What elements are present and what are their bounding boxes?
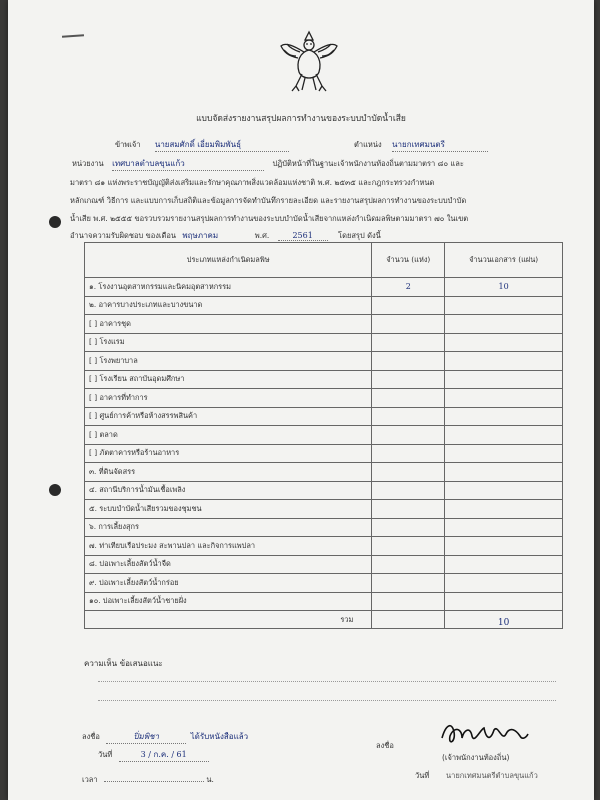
year-label: พ.ศ.	[254, 231, 270, 240]
row-source-label: ๔. สถานีบริการน้ำมันเชื้อเพลิง	[85, 481, 372, 500]
receive-date-label: วันที่	[98, 750, 113, 759]
header-source-type: ประเภทแหล่งกำเนิดมลพิษ	[85, 243, 372, 278]
table-row	[85, 352, 563, 371]
table-row	[85, 315, 563, 334]
row-count	[372, 555, 445, 574]
row-source-label: ๒. อาคารบางประเภทและบางขนาด	[85, 296, 372, 315]
total-count	[372, 611, 445, 629]
officer-signature-icon	[436, 716, 532, 752]
row-count	[372, 315, 445, 334]
time-label: เวลา	[82, 775, 98, 784]
receive-date-row	[98, 748, 209, 762]
row-docs	[445, 315, 563, 334]
table-row	[85, 463, 563, 482]
row-source-label: ๕. ระบบบำบัดน้ำเสียรวมของชุมชน	[85, 500, 372, 519]
row-count	[372, 352, 445, 371]
period-tail: โดยสรุป ดังนี้	[338, 231, 381, 240]
table-row	[85, 518, 563, 537]
period-label: อำนาจความรับผิดชอบ ของเดือน	[70, 231, 176, 240]
official-stamp: นายกเทศมนตรีตำบลขุนแก้ว	[446, 771, 538, 780]
period-row	[70, 229, 381, 243]
row-count	[372, 370, 445, 389]
row-count	[372, 407, 445, 426]
row-docs	[445, 592, 563, 611]
table-row	[85, 481, 563, 500]
row-source-label: ๖. การเลี้ยงสุกร	[85, 518, 372, 537]
row-docs	[445, 555, 563, 574]
row-count	[372, 500, 445, 519]
opinion-line-2	[98, 700, 556, 701]
row-count	[372, 444, 445, 463]
agency-value: เทศบาลตำบลขุนแก้ว	[112, 157, 264, 171]
pen-mark	[62, 34, 84, 38]
name-row	[115, 138, 289, 152]
row-docs	[445, 407, 563, 426]
receive-date-value: 3 / ก.ค. / 61	[119, 748, 209, 762]
agency-tail: ปฏิบัติหน้าที่ในฐานะเจ้าพนักงานท้องถิ่นตามมาตรา ๘๐ และ	[272, 159, 464, 168]
row-source-label: [ ] โรงพยาบาล	[85, 352, 372, 371]
receiver-sign-label: ลงชื่อ	[82, 732, 100, 741]
row-count	[372, 592, 445, 611]
form-page	[8, 0, 594, 800]
row-count: 2	[372, 278, 445, 297]
month-value: พฤษภาคม	[182, 229, 242, 243]
row-docs	[445, 463, 563, 482]
row-source-label: ๓. ที่ดินจัดสรร	[85, 463, 372, 482]
table-row	[85, 296, 563, 315]
row-source-label: [ ] ภัตตาคารหรือร้านอาหาร	[85, 444, 372, 463]
position-label: ตำแหน่ง	[354, 140, 382, 149]
name-value: นายสมศักดิ์ เอี่ยมพิมพันธุ์	[155, 138, 289, 152]
row-docs	[445, 333, 563, 352]
row-docs	[445, 389, 563, 408]
header-count: จำนวน (แห่ง)	[372, 243, 445, 278]
table-row	[85, 555, 563, 574]
agency-row	[72, 157, 464, 171]
agency-label: หน่วยงาน	[72, 159, 104, 168]
row-count	[372, 389, 445, 408]
table-row	[85, 426, 563, 445]
time-value	[104, 781, 204, 782]
garuda-emblem-icon	[278, 28, 340, 94]
row-docs	[445, 444, 563, 463]
row-count	[372, 296, 445, 315]
opinion-line-1	[98, 681, 556, 682]
law-line-3: หลักเกณฑ์ วิธีการ และแบบการเก็บสถิติและข้อมูลการจัดทำบันทึกรายละเอียด และรายงานสรุปผลการทำงานของระบบบำบัด	[70, 196, 467, 205]
table-header-row	[85, 243, 563, 278]
row-source-label: [ ] ตลาด	[85, 426, 372, 445]
table-row	[85, 389, 563, 408]
punch-hole-bottom	[49, 484, 61, 496]
row-count	[372, 574, 445, 593]
header-docs: จำนวนเอกสาร (แผ่น)	[445, 243, 563, 278]
table-row	[85, 592, 563, 611]
officer-caption: (เจ้าพนักงานท้องถิ่น)	[442, 753, 510, 762]
law-line-2: มาตรา ๘๑ แห่งพระราชบัญญัติส่งเสริมและรักษาคุณภาพสิ่งแวดล้อมแห่งชาติ พ.ศ. ๒๕๓๕ และกฎกระทรวงกำหนด	[70, 178, 435, 187]
pollution-source-table	[84, 242, 563, 629]
row-source-label: [ ] อาคารชุด	[85, 315, 372, 334]
table-row	[85, 370, 563, 389]
row-source-label: ๙. บ่อเพาะเลี้ยงสัตว์น้ำกร่อย	[85, 574, 372, 593]
officer-sign-label: ลงชื่อ	[376, 741, 394, 750]
row-count	[372, 426, 445, 445]
row-source-label: ๑. โรงงานอุตสาหกรรมและนิคมอุตสาหกรรม	[85, 278, 372, 297]
row-docs	[445, 518, 563, 537]
total-row	[85, 611, 563, 629]
time-row	[82, 774, 214, 786]
row-count	[372, 518, 445, 537]
row-count	[372, 333, 445, 352]
row-docs: 10	[445, 278, 563, 297]
row-docs	[445, 500, 563, 519]
row-source-label: [ ] โรงแรม	[85, 333, 372, 352]
officer-date-label: วันที่	[415, 771, 430, 780]
punch-hole-top	[49, 216, 61, 228]
total-docs: 10	[445, 611, 563, 629]
table-row	[85, 537, 563, 556]
row-docs	[445, 296, 563, 315]
position-value: นายกเทศมนตรี	[392, 138, 488, 152]
law-line-4: น้ำเสีย พ.ศ. ๒๕๕๕ ขอรวบรวมรายงานสรุปผลการทำงานของระบบบำบัดน้ำเสียจากแหล่งกำเนิดมลพิษตามมาตรา ๗๐ ในเขต	[70, 214, 469, 223]
row-docs	[445, 574, 563, 593]
table-row	[85, 278, 563, 297]
table-row	[85, 574, 563, 593]
row-count	[372, 463, 445, 482]
row-source-label: [ ] โรงเรียน สถาบันอุดมศึกษา	[85, 370, 372, 389]
receiver-sign-row	[82, 730, 248, 744]
form-title: แบบจัดส่งรายงานสรุปผลการทำงานของระบบบำบัดน้ำเสีย	[196, 114, 406, 124]
row-count	[372, 537, 445, 556]
table-row	[85, 407, 563, 426]
receiver-signature: ปิ่มพิชา	[106, 730, 186, 744]
row-count	[372, 481, 445, 500]
table-row	[85, 444, 563, 463]
row-docs	[445, 426, 563, 445]
row-docs	[445, 352, 563, 371]
row-source-label: [ ] อาคารที่ทำการ	[85, 389, 372, 408]
row-docs	[445, 370, 563, 389]
opinion-label: ความเห็น ข้อเสนอแนะ	[84, 659, 163, 668]
row-source-label: ๘. บ่อเพาะเลี้ยงสัตว์น้ำจืด	[85, 555, 372, 574]
row-docs	[445, 537, 563, 556]
total-label: รวม	[85, 611, 372, 629]
position-row	[354, 138, 488, 152]
row-source-label: [ ] ศูนย์การค้าหรือห้างสรรพสินค้า	[85, 407, 372, 426]
name-label: ข้าพเจ้า	[115, 140, 141, 149]
row-source-label: ๑๐. บ่อเพาะเลี้ยงสัตว์น้ำชายฝั่ง	[85, 592, 372, 611]
table-row	[85, 333, 563, 352]
row-docs	[445, 481, 563, 500]
time-unit: น.	[206, 775, 214, 784]
received-text: ได้รับหนังสือแล้ว	[190, 732, 249, 741]
year-value: 2561	[278, 231, 328, 241]
table-row	[85, 500, 563, 519]
row-source-label: ๗. ท่าเทียบเรือประมง สะพานปลา และกิจการแพปลา	[85, 537, 372, 556]
